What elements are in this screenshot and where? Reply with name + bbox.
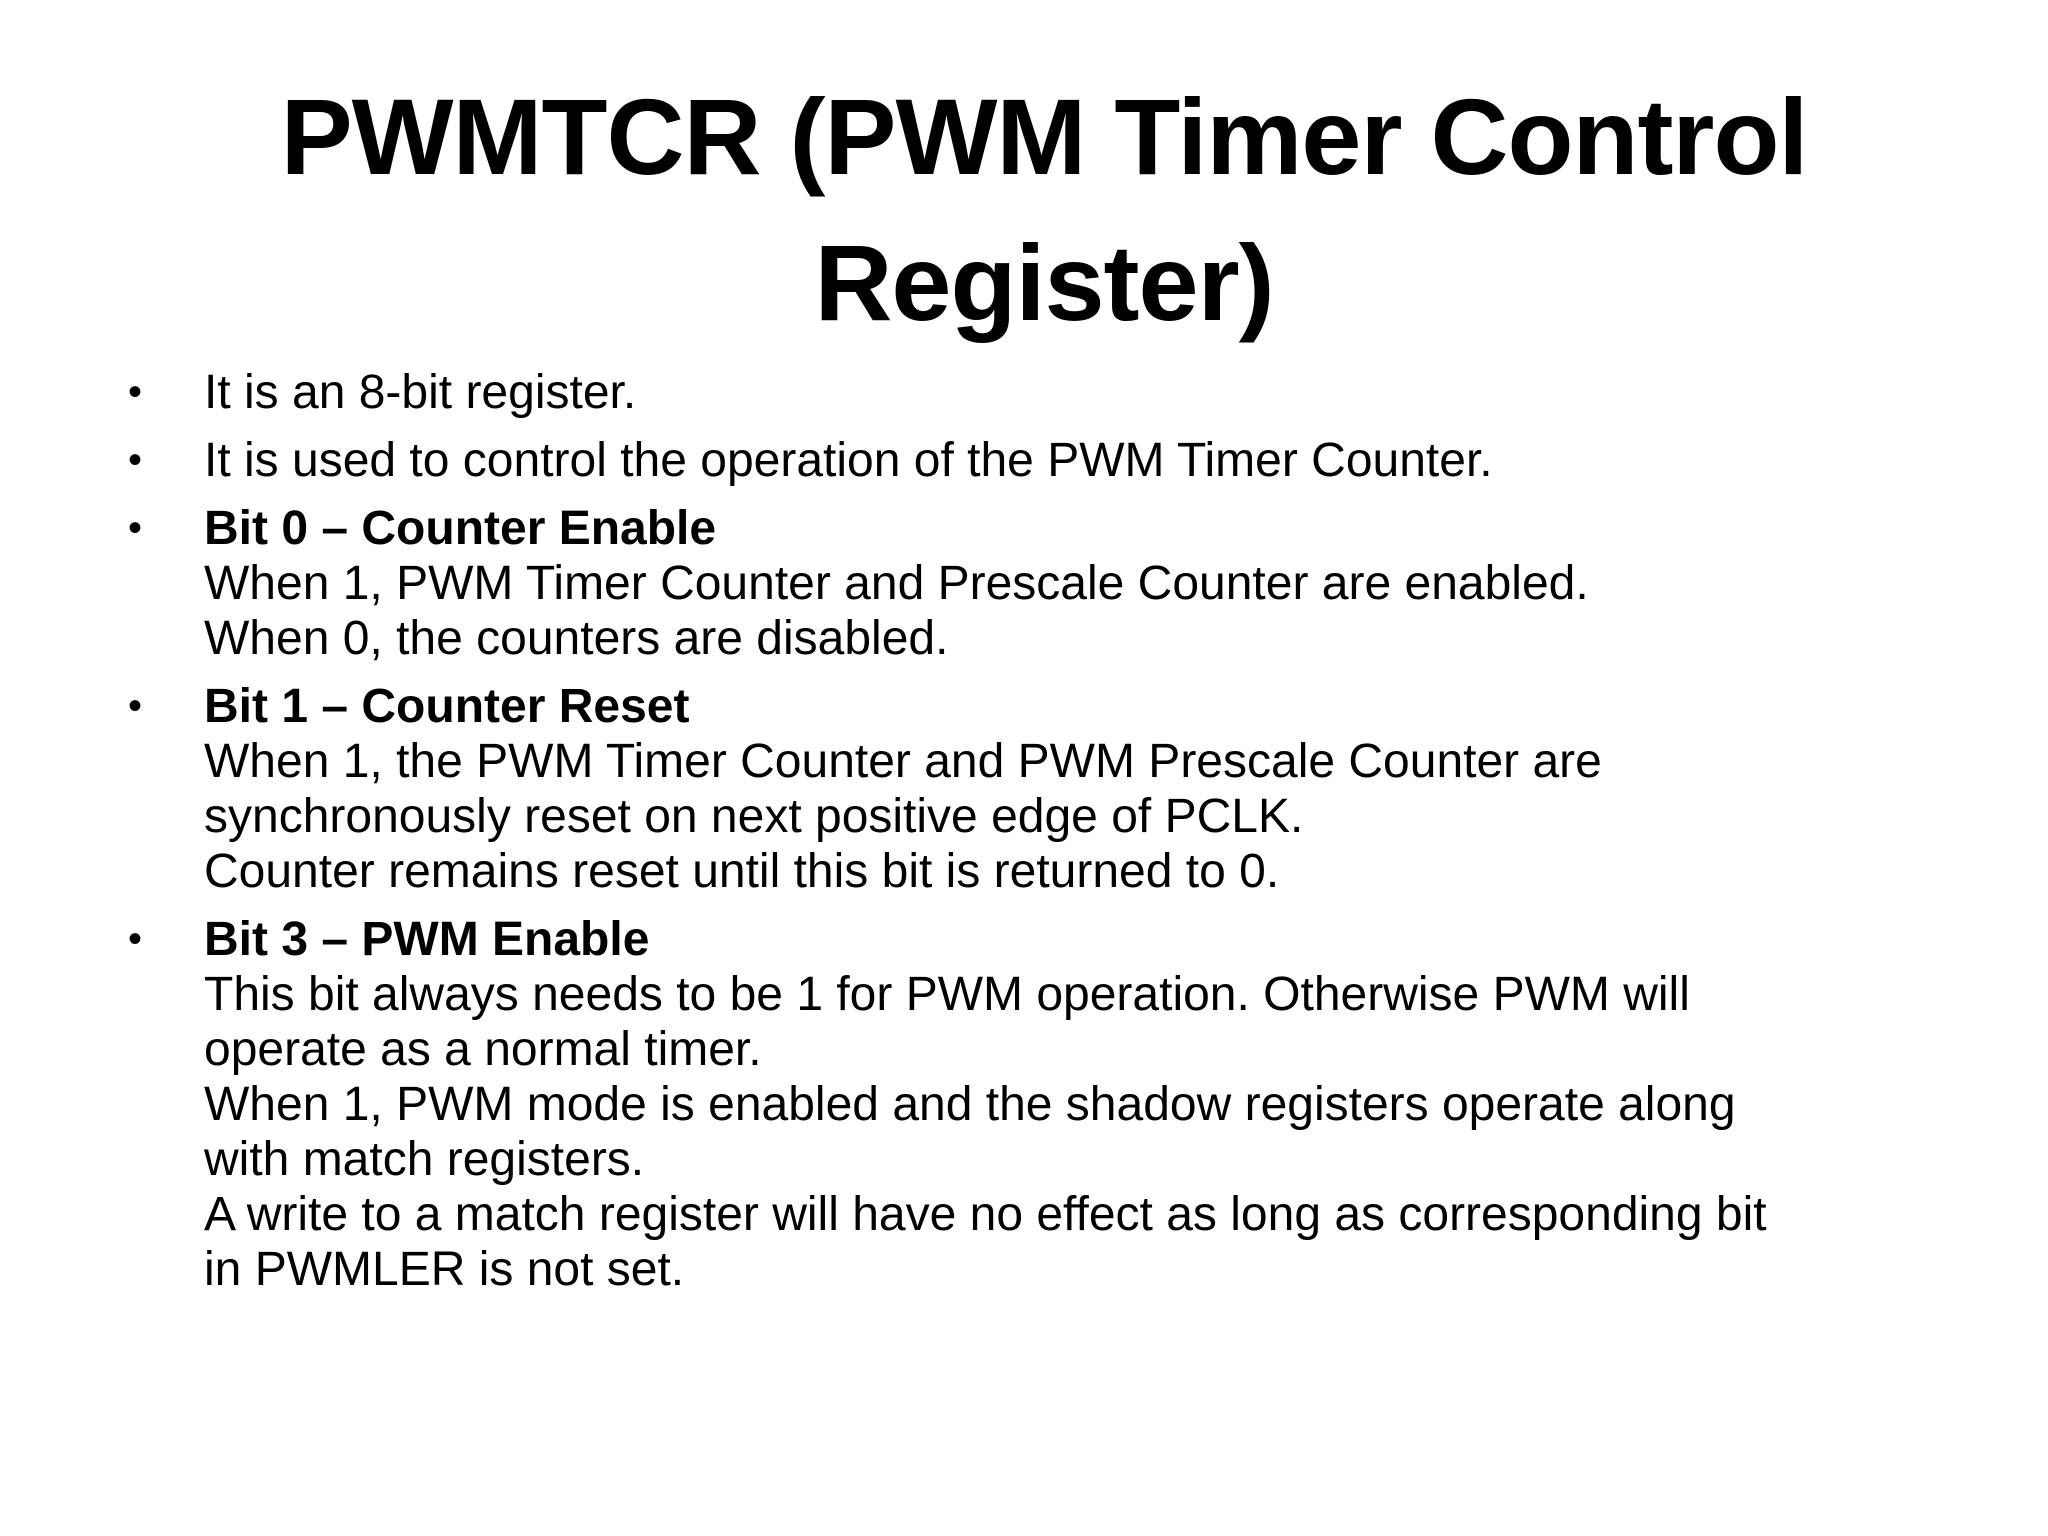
bullet-text: This bit always needs to be 1 for PWM operation. Otherwise PWM will	[204, 968, 1690, 1021]
bullet-text: When 1, PWM Timer Counter and Prescale Counter are enabled.	[204, 557, 1589, 610]
bullet-item	[120, 365, 1950, 420]
bullet-text: When 1, PWM mode is enabled and the shadow registers operate along	[204, 1078, 1736, 1131]
bullet-heading: Bit 1 – Counter Reset	[204, 680, 690, 733]
bullet-icon: •	[127, 684, 142, 728]
bullet-text: Counter remains reset until this bit is returned to 0.	[204, 845, 1280, 898]
bullet-icon: •	[127, 370, 142, 414]
bullet-text: When 1, the PWM Timer Counter and PWM Prescale Counter are	[204, 735, 1602, 788]
bullet-text: When 0, the counters are disabled.	[204, 612, 949, 665]
bullet-text: It is used to control the operation of the PWM Timer Counter.	[204, 434, 1493, 487]
bullet-text: in PWMLER is not set.	[204, 1243, 685, 1296]
bullet-text: A write to a match register will have no effect as long as corresponding bit	[204, 1188, 1767, 1241]
bullet-text: operate as a normal timer.	[204, 1023, 762, 1076]
bullet-icon: •	[127, 917, 142, 961]
bullet-item	[120, 433, 1950, 488]
bullet-heading: Bit 3 – PWM Enable	[204, 913, 650, 966]
bullet-text: with match registers.	[204, 1133, 645, 1186]
bullet-heading: Bit 0 – Counter Enable	[204, 502, 717, 555]
bullet-item	[120, 912, 1950, 1297]
title-line: PWMTCR (PWM Timer Control	[280, 76, 1808, 197]
bullet-icon: •	[127, 506, 142, 550]
bullet-icon: •	[127, 438, 142, 482]
slide-title	[180, 64, 1908, 356]
title-line: Register)	[814, 222, 1274, 343]
bullet-text: It is an 8-bit register.	[204, 366, 637, 419]
bullet-list	[120, 365, 1950, 1310]
bullet-text: synchronously reset on next positive edge of PCLK.	[204, 790, 1304, 843]
bullet-item	[120, 679, 1950, 899]
bullet-item	[120, 501, 1950, 666]
